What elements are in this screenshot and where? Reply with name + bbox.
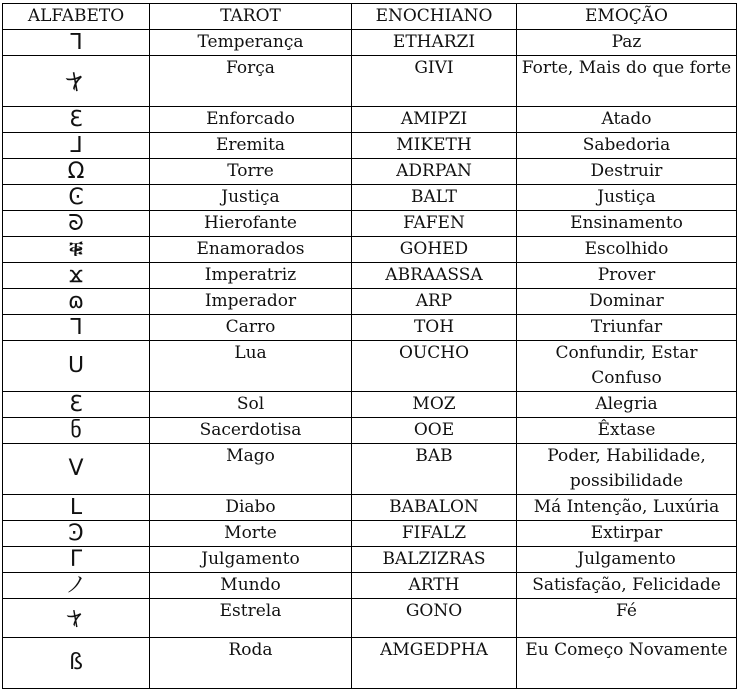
- enochian-letter-glyph: [3, 521, 150, 547]
- enochiano-cell: BAB: [352, 444, 517, 495]
- letter-glyph-icon: ɷ: [67, 288, 85, 314]
- tarot-cell: Mundo: [150, 573, 352, 599]
- emocao-cell: Paz: [517, 30, 737, 56]
- table-row: [3, 547, 737, 573]
- enochian-letter-glyph: [3, 495, 150, 521]
- enochian-letter-glyph: [3, 30, 150, 56]
- header-enochiano: ENOCHIANO: [352, 4, 517, 30]
- enochiano-cell: TOH: [352, 315, 517, 341]
- enochiano-cell: ARP: [352, 289, 517, 315]
- emocao-cell: Poder, Habilidade, possibilidade: [517, 444, 737, 495]
- enochiano-cell: ETHARZI: [352, 30, 517, 56]
- enochian-letter-glyph: [3, 159, 150, 185]
- tarot-cell: Imperador: [150, 289, 352, 315]
- table-row: [3, 56, 737, 107]
- letter-glyph-icon: ᒧ: [69, 132, 83, 158]
- tarot-cell: Julgamento: [150, 547, 352, 573]
- emocao-cell: Êxtase: [517, 418, 737, 444]
- emocao-cell: Extirpar: [517, 521, 737, 547]
- enochiano-cell: FAFEN: [352, 211, 517, 237]
- letter-glyph-icon: ᒪ: [69, 494, 83, 520]
- enochian-letter-glyph: [3, 573, 150, 599]
- table-row: [3, 638, 737, 689]
- letter-glyph-icon: ϫ: [69, 262, 83, 288]
- enochiano-cell: FIFALZ: [352, 521, 517, 547]
- letter-glyph-icon: ቑ: [68, 236, 84, 262]
- emocao-cell: Sabedoria: [517, 133, 737, 159]
- letter-glyph-icon: V: [68, 456, 84, 481]
- enochian-letter-glyph: [3, 56, 150, 107]
- table-row: [3, 521, 737, 547]
- table-row: [3, 289, 737, 315]
- emocao-cell: Justiça: [517, 185, 737, 211]
- table-row: [3, 444, 737, 495]
- emocao-cell: Ensinamento: [517, 211, 737, 237]
- tarot-cell: Sacerdotisa: [150, 418, 352, 444]
- table-row: [3, 30, 737, 56]
- table-row: [3, 495, 737, 521]
- letter-glyph-icon: ნ: [70, 417, 82, 443]
- emocao-cell: Destruir: [517, 159, 737, 185]
- letter-glyph-icon: Ͽ: [68, 520, 84, 546]
- enochian-letter-glyph: [3, 341, 150, 392]
- enochian-letter-glyph: [3, 211, 150, 237]
- emocao-cell: Alegria: [517, 392, 737, 418]
- emocao-cell: Triunfar: [517, 315, 737, 341]
- enochian-letter-glyph: [3, 638, 150, 689]
- enochian-letter-glyph: [3, 185, 150, 211]
- letter-glyph-icon: Ͼ: [68, 184, 84, 210]
- enochian-letter-glyph: [3, 263, 150, 289]
- tarot-cell: Lua: [150, 341, 352, 392]
- header-emocao: EMOÇÃO: [517, 4, 737, 30]
- letter-glyph-icon: ᒣ: [69, 314, 83, 340]
- enochian-letter-glyph: [3, 315, 150, 341]
- enochiano-cell: GIVI: [352, 56, 517, 107]
- enochian-letter-glyph: [3, 289, 150, 315]
- enochiano-cell: OOE: [352, 418, 517, 444]
- table-row: [3, 185, 737, 211]
- table-row: [3, 263, 737, 289]
- enochiano-cell: GONO: [352, 599, 517, 638]
- letter-glyph-icon: ᑌ: [67, 353, 85, 378]
- table-row: [3, 392, 737, 418]
- enochian-letter-glyph: [3, 392, 150, 418]
- enochian-letter-glyph: [3, 599, 150, 638]
- letter-glyph-icon: Γ: [69, 546, 83, 572]
- enochiano-cell: MIKETH: [352, 133, 517, 159]
- enochian-letter-glyph: [3, 133, 150, 159]
- enochiano-cell: BABALON: [352, 495, 517, 521]
- enochiano-cell: ADRPAN: [352, 159, 517, 185]
- table-row: [3, 573, 737, 599]
- table-row: [3, 211, 737, 237]
- enochiano-cell: ARTH: [352, 573, 517, 599]
- enochiano-cell: GOHED: [352, 237, 517, 263]
- letter-glyph-icon: ⊁: [60, 65, 91, 97]
- letter-glyph-icon: ß: [69, 650, 83, 675]
- emocao-cell: Julgamento: [517, 547, 737, 573]
- emocao-cell: Eu Começo Novamente: [517, 638, 737, 689]
- enochiano-cell: OUCHO: [352, 341, 517, 392]
- letter-glyph-icon: ᒣ: [69, 29, 83, 55]
- enochian-letter-glyph: [3, 418, 150, 444]
- tarot-cell: Enamorados: [150, 237, 352, 263]
- tarot-cell: Enforcado: [150, 107, 352, 133]
- emocao-cell: Satisfação, Felicidade: [517, 573, 737, 599]
- table-row: [3, 237, 737, 263]
- header-alfabeto: ALFABETO: [3, 4, 150, 30]
- table-row: [3, 418, 737, 444]
- tarot-cell: Carro: [150, 315, 352, 341]
- tarot-cell: Eremita: [150, 133, 352, 159]
- tarot-cell: Morte: [150, 521, 352, 547]
- letter-glyph-icon: ノ: [64, 572, 87, 598]
- emocao-cell: Confundir, Estar Confuso: [517, 341, 737, 392]
- enochiano-cell: AMGEDPHA: [352, 638, 517, 689]
- tarot-cell: Diabo: [150, 495, 352, 521]
- table-body: [3, 30, 737, 689]
- enochian-letter-glyph: [3, 547, 150, 573]
- table-row: [3, 599, 737, 638]
- emocao-cell: Prover: [517, 263, 737, 289]
- tarot-cell: Mago: [150, 444, 352, 495]
- letter-glyph-icon: ⊁: [62, 603, 89, 632]
- emocao-cell: Dominar: [517, 289, 737, 315]
- tarot-cell: Justiça: [150, 185, 352, 211]
- table-row: [3, 133, 737, 159]
- tarot-cell: Sol: [150, 392, 352, 418]
- tarot-cell: Estrela: [150, 599, 352, 638]
- table-row: [3, 315, 737, 341]
- enochiano-cell: MOZ: [352, 392, 517, 418]
- emocao-cell: Má Intenção, Luxúria: [517, 495, 737, 521]
- emocao-cell: Forte, Mais do que forte: [517, 56, 737, 107]
- tarot-cell: Torre: [150, 159, 352, 185]
- enochiano-cell: BALT: [352, 185, 517, 211]
- tarot-cell: Temperança: [150, 30, 352, 56]
- letter-glyph-icon: ℇ: [69, 391, 83, 417]
- header-row: [3, 4, 737, 30]
- letter-glyph-icon: ℇ: [69, 106, 83, 132]
- enochian-letter-glyph: [3, 444, 150, 495]
- tarot-cell: Roda: [150, 638, 352, 689]
- table-row: [3, 107, 737, 133]
- tarot-cell: Hierofante: [150, 211, 352, 237]
- emocao-cell: Atado: [517, 107, 737, 133]
- enochian-letter-glyph: [3, 237, 150, 263]
- header-tarot: TAROT: [150, 4, 352, 30]
- enochian-letter-glyph: [3, 107, 150, 133]
- table-row: [3, 159, 737, 185]
- tarot-cell: Imperatriz: [150, 263, 352, 289]
- table-row: [3, 341, 737, 392]
- emocao-cell: Escolhido: [517, 237, 737, 263]
- enochiano-cell: BALZIZRAS: [352, 547, 517, 573]
- enochiano-cell: AMIPZI: [352, 107, 517, 133]
- enochiano-cell: ABRAASSA: [352, 263, 517, 289]
- letter-glyph-icon: Ω: [67, 158, 85, 184]
- emocao-cell: Fé: [517, 599, 737, 638]
- enochian-correspondence-table: [2, 3, 737, 689]
- letter-glyph-icon: ᘐ: [68, 210, 84, 236]
- tarot-cell: Força: [150, 56, 352, 107]
